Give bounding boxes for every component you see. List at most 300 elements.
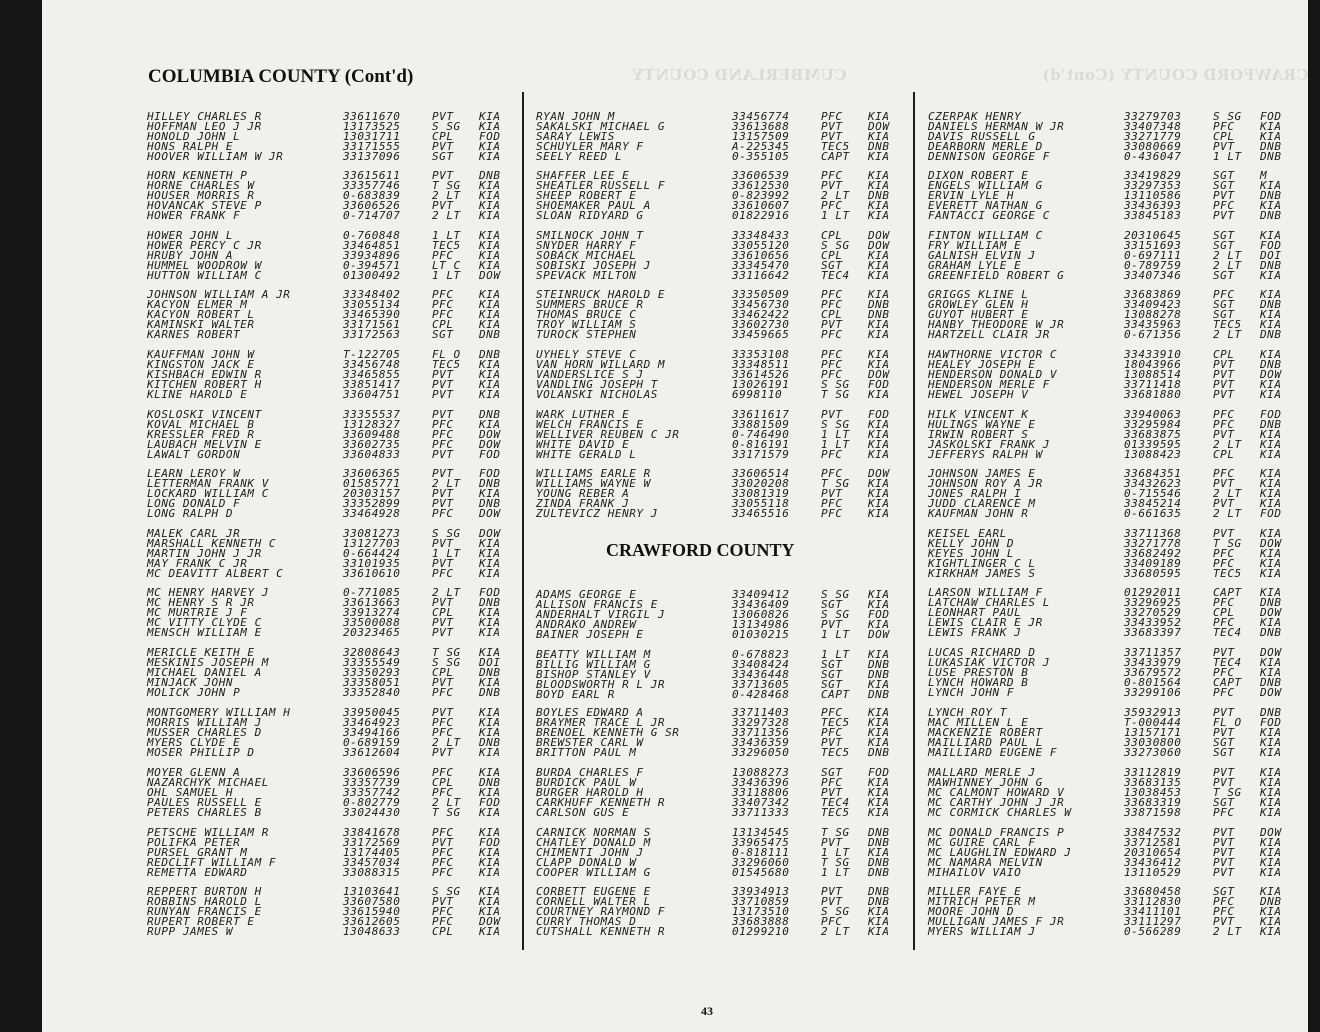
- status: KIA: [479, 378, 501, 391]
- status: KIA: [1260, 736, 1282, 749]
- soldier-name: HULINGS WAYNE E: [928, 418, 1036, 431]
- status: KIA: [1260, 567, 1282, 580]
- status: KIA: [479, 746, 501, 759]
- status: DOW: [868, 628, 890, 641]
- soldier-name: MC VITTY CLYDE C: [147, 616, 262, 629]
- rank: SGT: [1213, 298, 1235, 311]
- service-number: 0-566289: [1124, 925, 1182, 938]
- service-number: 13088514: [1124, 368, 1182, 381]
- status: KIA: [1260, 199, 1282, 212]
- status: DNB: [1260, 259, 1282, 272]
- soldier-name: MORRIS WILLIAM J: [147, 716, 262, 729]
- rank: T SG: [432, 806, 461, 819]
- soldier-name: BURDICK PAUL W: [536, 776, 637, 789]
- status: KIA: [479, 646, 501, 659]
- status: DNB: [479, 686, 501, 699]
- service-number: 33683875: [1124, 428, 1182, 441]
- rank: PVT: [1213, 189, 1235, 202]
- soldier-name: MOYER GLENN A: [147, 766, 241, 779]
- service-number: 33055134: [343, 298, 401, 311]
- status: KIA: [868, 249, 890, 262]
- status: KIA: [479, 120, 501, 133]
- service-number: 33419829: [1124, 169, 1182, 182]
- status: KIA: [1260, 467, 1282, 480]
- rank: SGT: [1213, 239, 1235, 252]
- rank: TEC5: [1213, 318, 1242, 331]
- service-number: 33609488: [343, 428, 401, 441]
- status: KIA: [479, 885, 501, 898]
- status: FOD: [868, 378, 890, 391]
- service-number: 01585771: [343, 477, 401, 490]
- rank: 2 LT: [1213, 925, 1242, 938]
- rank: SGT: [1213, 269, 1235, 282]
- status: KIA: [479, 110, 501, 123]
- status: KIA: [868, 487, 890, 500]
- soldier-name: ANDERHALT VIRGIL J: [536, 608, 666, 621]
- soldier-name: MALLARD MERLE J: [928, 766, 1036, 779]
- status: KIA: [1260, 229, 1282, 242]
- soldier-name: HOWER FRANK F: [147, 209, 241, 222]
- status: KIA: [868, 846, 890, 859]
- rank: 2 LT: [1213, 438, 1242, 451]
- rank: PVT: [1213, 826, 1235, 839]
- status: DNB: [868, 895, 890, 908]
- rank: T SG: [432, 646, 461, 659]
- service-number: 33606596: [343, 766, 401, 779]
- service-number: 18043966: [1124, 358, 1182, 371]
- soldier-name: MARTIN JOHN J JR: [147, 547, 262, 560]
- rank: PVT: [821, 618, 843, 631]
- soldier-name: BRITTON PAUL M: [536, 746, 637, 759]
- soldier-name: GUYOT HUBERT E: [928, 308, 1029, 321]
- soldier-name: SHEATLER RUSSELL F: [536, 179, 666, 192]
- soldier-name: MALEK CARL JR: [147, 527, 241, 540]
- status: KIA: [479, 388, 501, 401]
- service-number: 33436412: [1124, 856, 1182, 869]
- status: KIA: [479, 895, 501, 908]
- rank: PVT: [1213, 646, 1235, 659]
- service-number: 33116642: [732, 269, 790, 282]
- status: KIA: [868, 199, 890, 212]
- service-number: 33350509: [732, 288, 790, 301]
- soldier-name: MAILLIARD PAUL L: [928, 736, 1043, 749]
- rank: T SG: [1213, 537, 1242, 550]
- rank: S SG: [821, 418, 850, 431]
- soldier-name: RYAN JOHN M: [536, 110, 615, 123]
- soldier-name: LARSON WILLIAM F: [928, 586, 1043, 599]
- rank: 1 LT: [432, 229, 461, 242]
- service-number: 33459665: [732, 328, 790, 341]
- soldier-name: KITCHEN ROBERT H: [147, 378, 262, 391]
- status: KIA: [479, 358, 501, 371]
- service-number: 33081319: [732, 487, 790, 500]
- status: KIA: [1260, 557, 1282, 570]
- soldier-name: REMETTA EDWARD: [147, 866, 248, 879]
- service-number: 33851417: [343, 378, 401, 391]
- status: KIA: [479, 866, 501, 879]
- soldier-name: LEARN LEROY W: [147, 467, 241, 480]
- service-number: 0-816191: [732, 438, 790, 451]
- soldier-name: FANTACCI GEORGE C: [928, 209, 1050, 222]
- soldier-name: MAWHINNEY JOHN G: [928, 776, 1043, 789]
- soldier-name: VAN HORN WILLARD M: [536, 358, 666, 371]
- rank: PFC: [432, 905, 454, 918]
- soldier-name: WILLIAMS WAYNE W: [536, 477, 651, 490]
- soldier-name: MESKINIS JOSEPH M: [147, 656, 269, 669]
- service-number: 33355549: [343, 656, 401, 669]
- rank: PVT: [1213, 368, 1235, 381]
- rank: 1 LT: [821, 438, 850, 451]
- rank: PFC: [821, 726, 843, 739]
- status: DNB: [1260, 895, 1282, 908]
- soldier-name: THOMAS BRUCE C: [536, 308, 637, 321]
- soldier-name: JONES RALPH I: [928, 487, 1022, 500]
- soldier-name: SEELY REED L: [536, 150, 623, 163]
- soldier-name: FRY WILLIAM E: [928, 239, 1022, 252]
- service-number: 33352899: [343, 497, 401, 510]
- status: KIA: [868, 150, 890, 163]
- soldier-name: HUMMEL WOODROW W: [147, 259, 262, 272]
- soldier-name: BURGER HAROLD H: [536, 786, 644, 799]
- rank: PFC: [432, 716, 454, 729]
- status: DOW: [868, 368, 890, 381]
- rank: CPL: [432, 776, 454, 789]
- service-number: 33711356: [732, 726, 790, 739]
- soldier-name: MIHAILOV VAIO: [928, 866, 1022, 879]
- soldier-name: DAVIS RUSSELL G: [928, 130, 1036, 143]
- status: KIA: [868, 418, 890, 431]
- rank: PVT: [432, 448, 454, 461]
- service-number: 13060826: [732, 608, 790, 621]
- service-number: 13173510: [732, 905, 790, 918]
- rank: PFC: [821, 497, 843, 510]
- service-number: 33684351: [1124, 467, 1182, 480]
- service-number: 33604751: [343, 388, 401, 401]
- rank: PFC: [432, 418, 454, 431]
- status: KIA: [479, 308, 501, 321]
- service-number: 33408424: [732, 658, 790, 671]
- status: KIA: [868, 915, 890, 928]
- status: KIA: [1260, 130, 1282, 143]
- soldier-name: LEWIS FRANK J: [928, 626, 1022, 639]
- soldier-name: MAC MILLEN L E: [928, 716, 1029, 729]
- rank: SGT: [1213, 736, 1235, 749]
- status: KIA: [479, 856, 501, 869]
- rank: PFC: [432, 507, 454, 520]
- status: DNB: [1260, 209, 1282, 222]
- column-rule: [522, 92, 524, 950]
- soldier-name: LAUBACH MELVIN E: [147, 438, 262, 451]
- soldier-name: ALLISON FRANCIS E: [536, 598, 658, 611]
- service-number: 13038453: [1124, 786, 1182, 799]
- rank: PFC: [1213, 905, 1235, 918]
- service-number: 01292011: [1124, 586, 1182, 599]
- status: KIA: [868, 388, 890, 401]
- status: KIA: [479, 288, 501, 301]
- service-number: 33436409: [732, 598, 790, 611]
- rank: PFC: [1213, 686, 1235, 699]
- soldier-name: WELCH FRANCIS E: [536, 418, 644, 431]
- service-number: 33433952: [1124, 616, 1182, 629]
- service-number: 13110529: [1124, 866, 1182, 879]
- service-number: 6998110: [732, 388, 783, 401]
- status: FOD: [479, 836, 501, 849]
- service-number: 33607580: [343, 895, 401, 908]
- service-number: 33683135: [1124, 776, 1182, 789]
- soldier-name: PURSEL GRANT M: [147, 846, 248, 859]
- status: DNB: [479, 348, 501, 361]
- service-number: 0-714707: [343, 209, 401, 222]
- soldier-name: DENNISON GEORGE F: [928, 150, 1050, 163]
- service-number: 33295984: [1124, 418, 1182, 431]
- soldier-name: SHEEP ROBERT E: [536, 189, 637, 202]
- soldier-name: LYNCH HOWARD B: [928, 676, 1029, 689]
- service-number: 33606514: [732, 467, 790, 480]
- status: KIA: [1260, 448, 1282, 461]
- service-number: 13031711: [343, 130, 401, 143]
- service-number: 33020208: [732, 477, 790, 490]
- service-number: 33348511: [732, 358, 790, 371]
- soldier-name: MILLER FAYE E: [928, 885, 1022, 898]
- soldier-name: KAUFMAN JOHN R: [928, 507, 1029, 520]
- rank: CPL: [432, 925, 454, 938]
- service-number: 33611617: [732, 408, 790, 421]
- status: KIA: [1260, 666, 1282, 679]
- service-number: 13174405: [343, 846, 401, 859]
- status: KIA: [868, 776, 890, 789]
- soldier-name: WELLIVER REUBEN C JR: [536, 428, 680, 441]
- status: FOD: [1260, 507, 1282, 520]
- status: KIA: [479, 229, 501, 242]
- rank: SGT: [821, 598, 843, 611]
- status: KIA: [479, 826, 501, 839]
- status: KIA: [479, 259, 501, 272]
- rank: PFC: [1213, 616, 1235, 629]
- rank: PFC: [432, 686, 454, 699]
- service-number: 13173525: [343, 120, 401, 133]
- status: DNB: [868, 658, 890, 671]
- service-number: 33299106: [1124, 686, 1182, 699]
- status: DNB: [479, 477, 501, 490]
- service-number: 33683397: [1124, 626, 1182, 639]
- rank: PVT: [432, 836, 454, 849]
- rank: TEC4: [1213, 656, 1242, 669]
- service-number: 33353108: [732, 348, 790, 361]
- service-number: 33845214: [1124, 497, 1182, 510]
- rank: S SG: [821, 905, 850, 918]
- soldier-name: HEWEL JOSEPH V: [928, 388, 1029, 401]
- service-number: 33462422: [732, 308, 790, 321]
- rank: CPL: [821, 249, 843, 262]
- soldier-name: CORNELL WALTER L: [536, 895, 651, 908]
- soldier-name: JOHNSON ROY A JR: [928, 477, 1043, 490]
- status: KIA: [868, 428, 890, 441]
- rank: PFC: [432, 846, 454, 859]
- service-number: 33681880: [1124, 388, 1182, 401]
- rank: PVT: [1213, 856, 1235, 869]
- service-number: 33613663: [343, 596, 401, 609]
- soldier-name: KRESSLER FRED R: [147, 428, 255, 441]
- service-number: 33432623: [1124, 477, 1182, 490]
- service-number: 33348433: [732, 229, 790, 242]
- rank: 2 LT: [1213, 328, 1242, 341]
- service-number: 33606539: [732, 169, 790, 182]
- rank: PFC: [821, 507, 843, 520]
- status: DOW: [479, 428, 501, 441]
- soldier-name: YOUNG REBER A: [536, 487, 630, 500]
- service-number: 33433979: [1124, 656, 1182, 669]
- service-number: 33456730: [732, 298, 790, 311]
- status: DOW: [1260, 686, 1282, 699]
- soldier-name: HRUBY JOHN A: [147, 249, 234, 262]
- status: DNB: [868, 189, 890, 202]
- soldier-name: HANBY THEODORE W JR: [928, 318, 1065, 331]
- rank: PVT: [821, 885, 843, 898]
- soldier-name: HOVANCAK STEVE P: [147, 199, 262, 212]
- service-number: T-122705: [343, 348, 401, 361]
- rank: PFC: [821, 110, 843, 123]
- service-number: 33151693: [1124, 239, 1182, 252]
- service-number: 33950045: [343, 706, 401, 719]
- status: KIA: [479, 567, 501, 580]
- status: KIA: [479, 726, 501, 739]
- status: FOD: [868, 608, 890, 621]
- service-number: 0-683839: [343, 189, 401, 202]
- rank: PVT: [1213, 378, 1235, 391]
- service-number: 33171555: [343, 140, 401, 153]
- status: FOD: [1260, 716, 1282, 729]
- soldier-name: LUSE PRESTON B: [928, 666, 1029, 679]
- service-number: 33606526: [343, 199, 401, 212]
- rank: PVT: [432, 110, 454, 123]
- service-number: 13088423: [1124, 448, 1182, 461]
- service-number: 33409423: [1124, 298, 1182, 311]
- soldier-name: HENDERSON DONALD V: [928, 368, 1058, 381]
- rank: 2 LT: [432, 189, 461, 202]
- status: KIA: [868, 497, 890, 510]
- status: KIA: [868, 925, 890, 938]
- status: KIA: [868, 796, 890, 809]
- status: KIA: [868, 716, 890, 729]
- soldier-name: PETSCHE WILLIAM R: [147, 826, 269, 839]
- service-number: 33411101: [1124, 905, 1182, 918]
- crawford-county-heading: CRAWFORD COUNTY: [606, 540, 795, 560]
- soldier-name: LEONHART PAUL: [928, 606, 1022, 619]
- service-number: 33610656: [732, 249, 790, 262]
- rank: 2 LT: [432, 796, 461, 809]
- status: DOW: [479, 438, 501, 451]
- soldier-name: ANDRAKO ANDREW: [536, 618, 637, 631]
- service-number: 13157509: [732, 130, 790, 143]
- service-number: 33711418: [1124, 378, 1182, 391]
- bleed-through-heading: CRAWFORD COUNTY (Cont'd): [1042, 66, 1308, 84]
- soldier-name: SNYDER HARRY F: [536, 239, 637, 252]
- service-number: 33456774: [732, 110, 790, 123]
- soldier-name: REDCLIFT WILLIAM F: [147, 856, 277, 869]
- rank: T SG: [432, 179, 461, 192]
- service-number: 33297328: [732, 716, 790, 729]
- status: KIA: [479, 676, 501, 689]
- status: DNB: [1260, 140, 1282, 153]
- rank: PFC: [1213, 418, 1235, 431]
- rank: 2 LT: [1213, 487, 1242, 500]
- rank: PFC: [432, 826, 454, 839]
- service-number: 33357746: [343, 179, 401, 192]
- rank: PVT: [1213, 766, 1235, 779]
- rank: T SG: [821, 477, 850, 490]
- service-number: 33297353: [1124, 179, 1182, 192]
- service-number: 33610610: [343, 567, 401, 580]
- soldier-name: LYNCH JOHN F: [928, 686, 1015, 699]
- service-number: 0-760848: [343, 229, 401, 242]
- rank: PFC: [821, 169, 843, 182]
- status: KIA: [868, 806, 890, 819]
- status: KIA: [868, 288, 890, 301]
- soldier-name: CHATLEY DONALD M: [536, 836, 651, 849]
- soldier-name: HOWER PERCY C JR: [147, 239, 262, 252]
- soldier-name: BLOODSWORTH R L JR: [536, 678, 666, 691]
- status: KIA: [1260, 616, 1282, 629]
- rank: 1 LT: [821, 648, 850, 661]
- service-number: 33296925: [1124, 596, 1182, 609]
- status: KIA: [1260, 726, 1282, 739]
- soldier-name: WARK LUTHER E: [536, 408, 630, 421]
- soldier-name: MAILLIARD EUGENE F: [928, 746, 1058, 759]
- rank: PFC: [432, 786, 454, 799]
- service-number: 13103641: [343, 885, 401, 898]
- soldier-name: LATCHAW CHARLES L: [928, 596, 1050, 609]
- service-number: 33433910: [1124, 348, 1182, 361]
- soldier-name: KOSLOSKI VINCENT: [147, 408, 262, 421]
- rank: 1 LT: [821, 428, 850, 441]
- service-number: 20303157: [343, 487, 401, 500]
- rank: PVT: [432, 497, 454, 510]
- soldier-name: HEALEY JOSEPH E: [928, 358, 1036, 371]
- soldier-name: HORN KENNETH P: [147, 169, 248, 182]
- rank: TEC4: [1213, 626, 1242, 639]
- service-number: 33464851: [343, 239, 401, 252]
- soldier-name: MC MURTRIE J F: [147, 606, 248, 619]
- rank: S SG: [821, 588, 850, 601]
- soldier-name: SUMMERS BRUCE R: [536, 298, 644, 311]
- rank: FL O: [432, 348, 461, 361]
- status: KIA: [1260, 806, 1282, 819]
- rank: SGT: [1213, 308, 1235, 321]
- status: KIA: [868, 786, 890, 799]
- rank: TEC5: [821, 746, 850, 759]
- rank: S SG: [821, 378, 850, 391]
- soldier-name: MYERS WILLIAM J: [928, 925, 1036, 938]
- status: KIA: [1260, 288, 1282, 301]
- rank: SGT: [1213, 179, 1235, 192]
- status: KIA: [1260, 856, 1282, 869]
- rank: PVT: [432, 626, 454, 639]
- service-number: 33500088: [343, 616, 401, 629]
- soldier-name: MENSCH WILLIAM E: [147, 626, 262, 639]
- rank: PVT: [1213, 477, 1235, 490]
- soldier-name: MERICLE KEITH E: [147, 646, 255, 659]
- soldier-name: LUKASIAK VICTOR J: [928, 656, 1050, 669]
- soldier-name: MONTGOMERY WILLIAM H: [147, 706, 291, 719]
- status: KIA: [479, 209, 501, 222]
- soldier-name: TUROCK STEPHEN: [536, 328, 637, 341]
- service-number: 33350293: [343, 666, 401, 679]
- soldier-name: MC CARTHY JOHN J JR: [928, 796, 1065, 809]
- status: DNB: [868, 668, 890, 681]
- rank: 2 LT: [432, 477, 461, 490]
- status: KIA: [868, 110, 890, 123]
- rank: PFC: [432, 856, 454, 869]
